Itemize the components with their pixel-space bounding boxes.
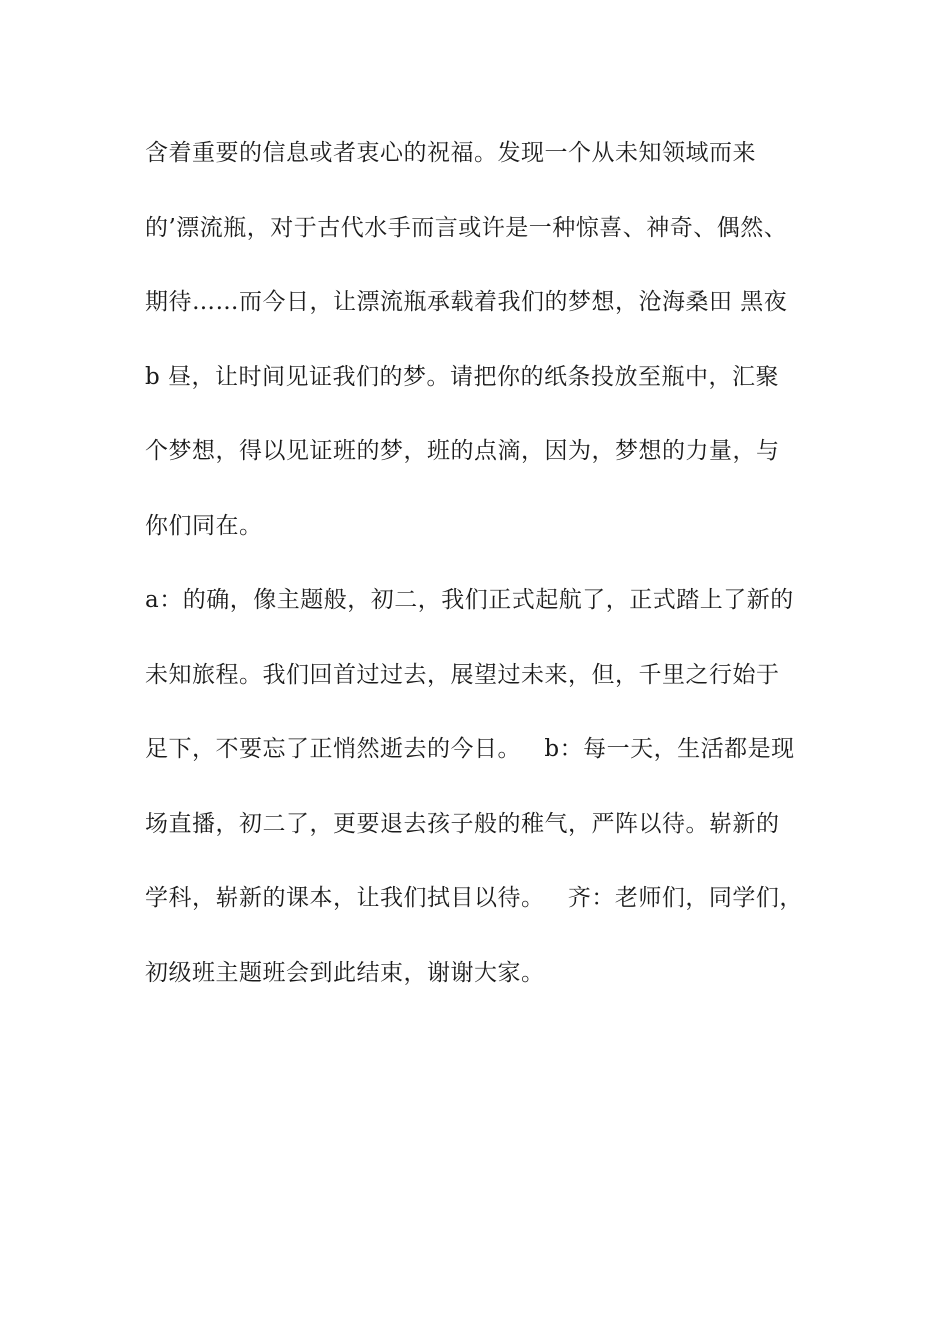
text-line: 你们同在。	[145, 512, 263, 539]
text-line: 的’漂流瓶，对于古代水手而言或许是一种惊喜、神奇、偶然、	[145, 214, 788, 241]
text-line: 初级班主题班会到此结束，谢谢大家。	[145, 959, 545, 986]
body-text	[145, 128, 845, 1022]
text-line: 含着重要的信息或者衷心的祝福。发现一个从未知领域而来	[145, 140, 756, 166]
text-line: 足下，不要忘了正悄然逝去的今日。 b：每一天，生活都是现	[145, 736, 795, 762]
text-line: b 昼，让时间见证我们的梦。请把你的纸条投放至瓶中，汇聚	[145, 363, 780, 390]
text-line: a：的确，像主题般，初二，我们正式起航了，正式踏上了新的	[145, 587, 794, 613]
text-line: 期待……而今日，让漂流瓶承载着我们的梦想，沧海桑田 黑夜	[145, 289, 788, 315]
text-line: 个梦想，得以见证班的梦，班的点滴，因为，梦想的力量，与	[145, 438, 780, 464]
text-line: 未知旅程。我们回首过过去，展望过未来，但，千里之行始于	[145, 661, 780, 688]
text-line: 学科，崭新的课本，让我们拭目以待。 齐：老师们，同学们，	[145, 885, 803, 911]
text-line: 场直播，初二了，更要退去孩子般的稚气，严阵以待。崭新的	[145, 810, 780, 837]
